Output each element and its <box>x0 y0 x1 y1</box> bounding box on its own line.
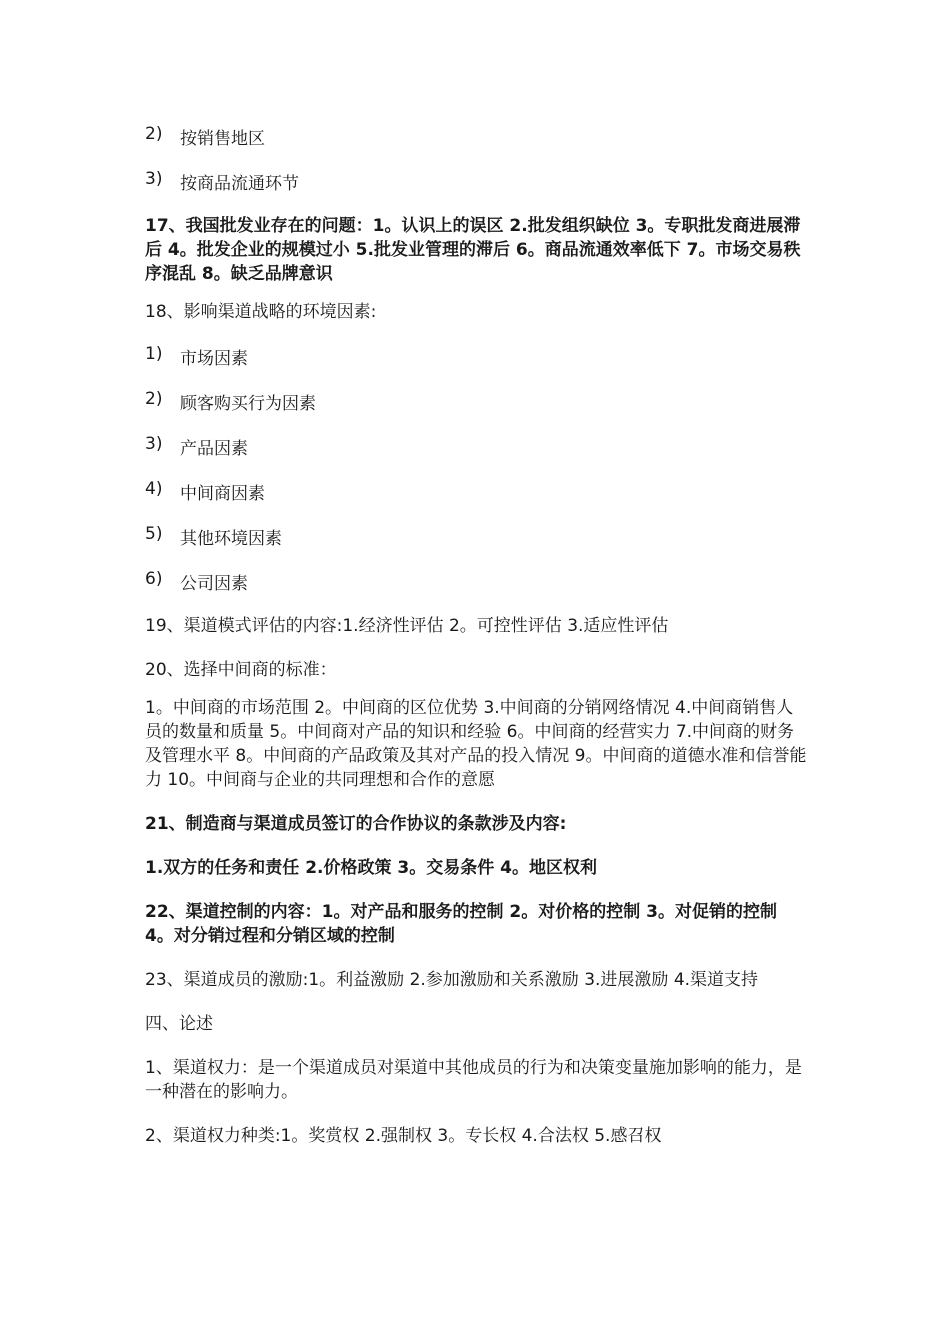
paragraph-18-heading: 18、影响渠道战略的环境因素: <box>145 302 377 322</box>
list-number: 6) <box>145 569 163 589</box>
list-number: 3) <box>145 434 163 454</box>
paragraph-21-body: 1.双方的任务和责任 2.价格政策 3。交易条件 4。地区权利 <box>145 858 597 878</box>
list-number: 1) <box>145 344 163 364</box>
list-item <box>145 344 809 369</box>
list-number: 4) <box>145 479 163 499</box>
list-item <box>145 434 809 459</box>
list-item <box>145 524 809 549</box>
list-text: 产品因素 <box>180 439 248 459</box>
list-item <box>145 389 809 414</box>
list-number: 2) <box>145 389 163 409</box>
discussion-paragraph-2: 2、渠道权力种类:1。奖赏权 2.强制权 3。专长权 4.合法权 5.感召权 <box>145 1126 662 1146</box>
list-text: 其他环境因素 <box>180 529 282 549</box>
list-text: 按销售地区 <box>180 129 265 149</box>
paragraph-20-body: 1。中间商的市场范围 2。中间商的区位优势 3.中间商的分销网络情况 4.中间商销售人员的数量和质量 5。中间商对产品的知识和经验 6。中间商的经营实力 7.中间商的财务及管理水平 8。中间商的产品政策及其对产品的投入情况 9。中间商的道德水准和信誉能力 10。中间商与企业的共同理想和合作的意愿 <box>145 698 807 790</box>
list-number: 5) <box>145 524 163 544</box>
list-item <box>145 124 809 149</box>
list-item <box>145 569 809 594</box>
list-number: 3) <box>145 169 163 189</box>
document-body <box>145 124 809 1168</box>
list-text: 按商品流通环节 <box>180 174 299 194</box>
paragraph-19: 19、渠道模式评估的内容:1.经济性评估 2。可控性评估 3.适应性评估 <box>145 616 669 636</box>
paragraph-21-heading: 21、制造商与渠道成员签订的合作协议的条款涉及内容: <box>145 814 567 834</box>
list-number: 2) <box>145 124 163 144</box>
paragraph-17-wholesale-problems: 17、我国批发业存在的问题：1。认识上的误区 2.批发组织缺位 3。专职批发商进展滞后 4。批发企业的规模过小 5.批发业管理的滞后 6。商品流通效率低下 7。市场交易秩序混乱 8。缺乏品牌意识 <box>145 216 801 284</box>
list-item <box>145 479 809 504</box>
paragraph-23-incentives: 23、渠道成员的激励:1。利益激励 2.参加激励和关系激励 3.进展激励 4.渠道支持 <box>145 970 759 990</box>
list-text: 市场因素 <box>180 349 248 369</box>
paragraph-20-heading: 20、选择中间商的标准： <box>145 660 337 680</box>
discussion-paragraph-1: 1、渠道权力：是一个渠道成员对渠道中其他成员的行为和决策变量施加影响的能力，是一种潜在的影响力。 <box>145 1058 802 1102</box>
section-heading-discussion: 四、论述 <box>145 1014 213 1034</box>
list-item <box>145 169 809 194</box>
list-text: 公司因素 <box>180 574 248 594</box>
list-text: 顾客购买行为因素 <box>180 394 316 414</box>
list-text: 中间商因素 <box>180 484 265 504</box>
paragraph-22-channel-control: 22、渠道控制的内容：1。对产品和服务的控制 2。对价格的控制 3。对促销的控制 4。对分销过程和分销区域的控制 <box>145 902 777 946</box>
